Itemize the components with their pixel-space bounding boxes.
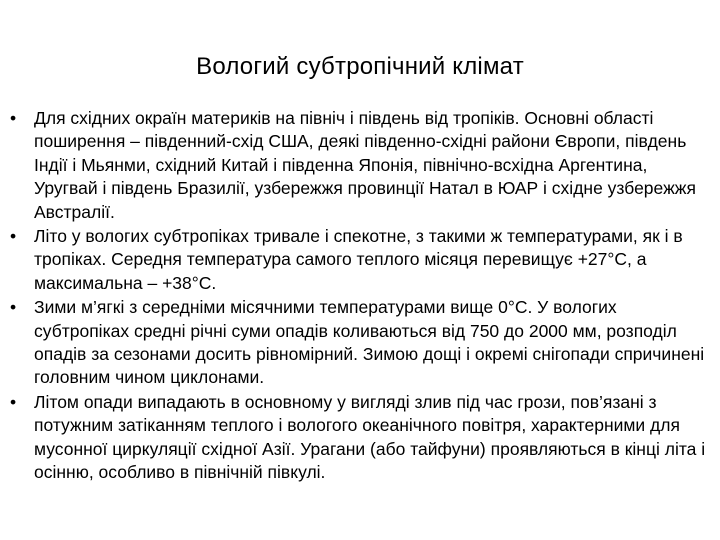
bullet-item — [10, 296, 715, 390]
bullet-item — [10, 225, 715, 295]
bullet-marker: • — [10, 391, 17, 412]
bullet-text: Для східних окраїн материків на північ і південь від тропіків. Основні області поширення – південний-схід США, деякі південно-східні райони Європи, південь Індії і Мьянми, східний Китай і південна Японія, північно-всхідна Аргентина, Уругвай і південь Бразилії, узбережжя провинції Натал в ЮАР і східне узбережжя Австралії. — [34, 108, 696, 222]
bullet-marker: • — [10, 226, 17, 247]
bullet-text: Літом опади випадають в основному у вигляді злив під час грози, пов’язані з потужним затіканням теплого і вологого океанічного повітря, характерними для мусонної циркуляції східної Азії. Урагани (або тайфуни) проявляються в кінці літа і осінню, особливо в північній півкулі. — [34, 391, 706, 483]
bullet-item — [10, 391, 715, 485]
slide-title: Вологий субтропічний клімат — [196, 53, 524, 80]
bullet-text: Літо у вологих субтропіках тривале і спекотне, з такими ж температурами, як і в тропіках. Середня температура самого теплого місяця перевищує +27°С, а максимальна – +38°С. — [34, 226, 683, 293]
bullet-text: Зими м’ягкі з середніми місячними температурами вище 0°С. У вологих субтропіках средні річні суми опадів коливаються від 750 до 2000 мм, розподіл опадів за сезонами досить рівномірний. Зимою дощі і окремі снігопади спричинені головним чином циклонами. — [34, 297, 705, 388]
bullet-list — [10, 107, 715, 486]
bullet-marker: • — [10, 108, 17, 128]
bullet-marker: • — [10, 297, 17, 318]
bullet-item — [10, 107, 715, 224]
